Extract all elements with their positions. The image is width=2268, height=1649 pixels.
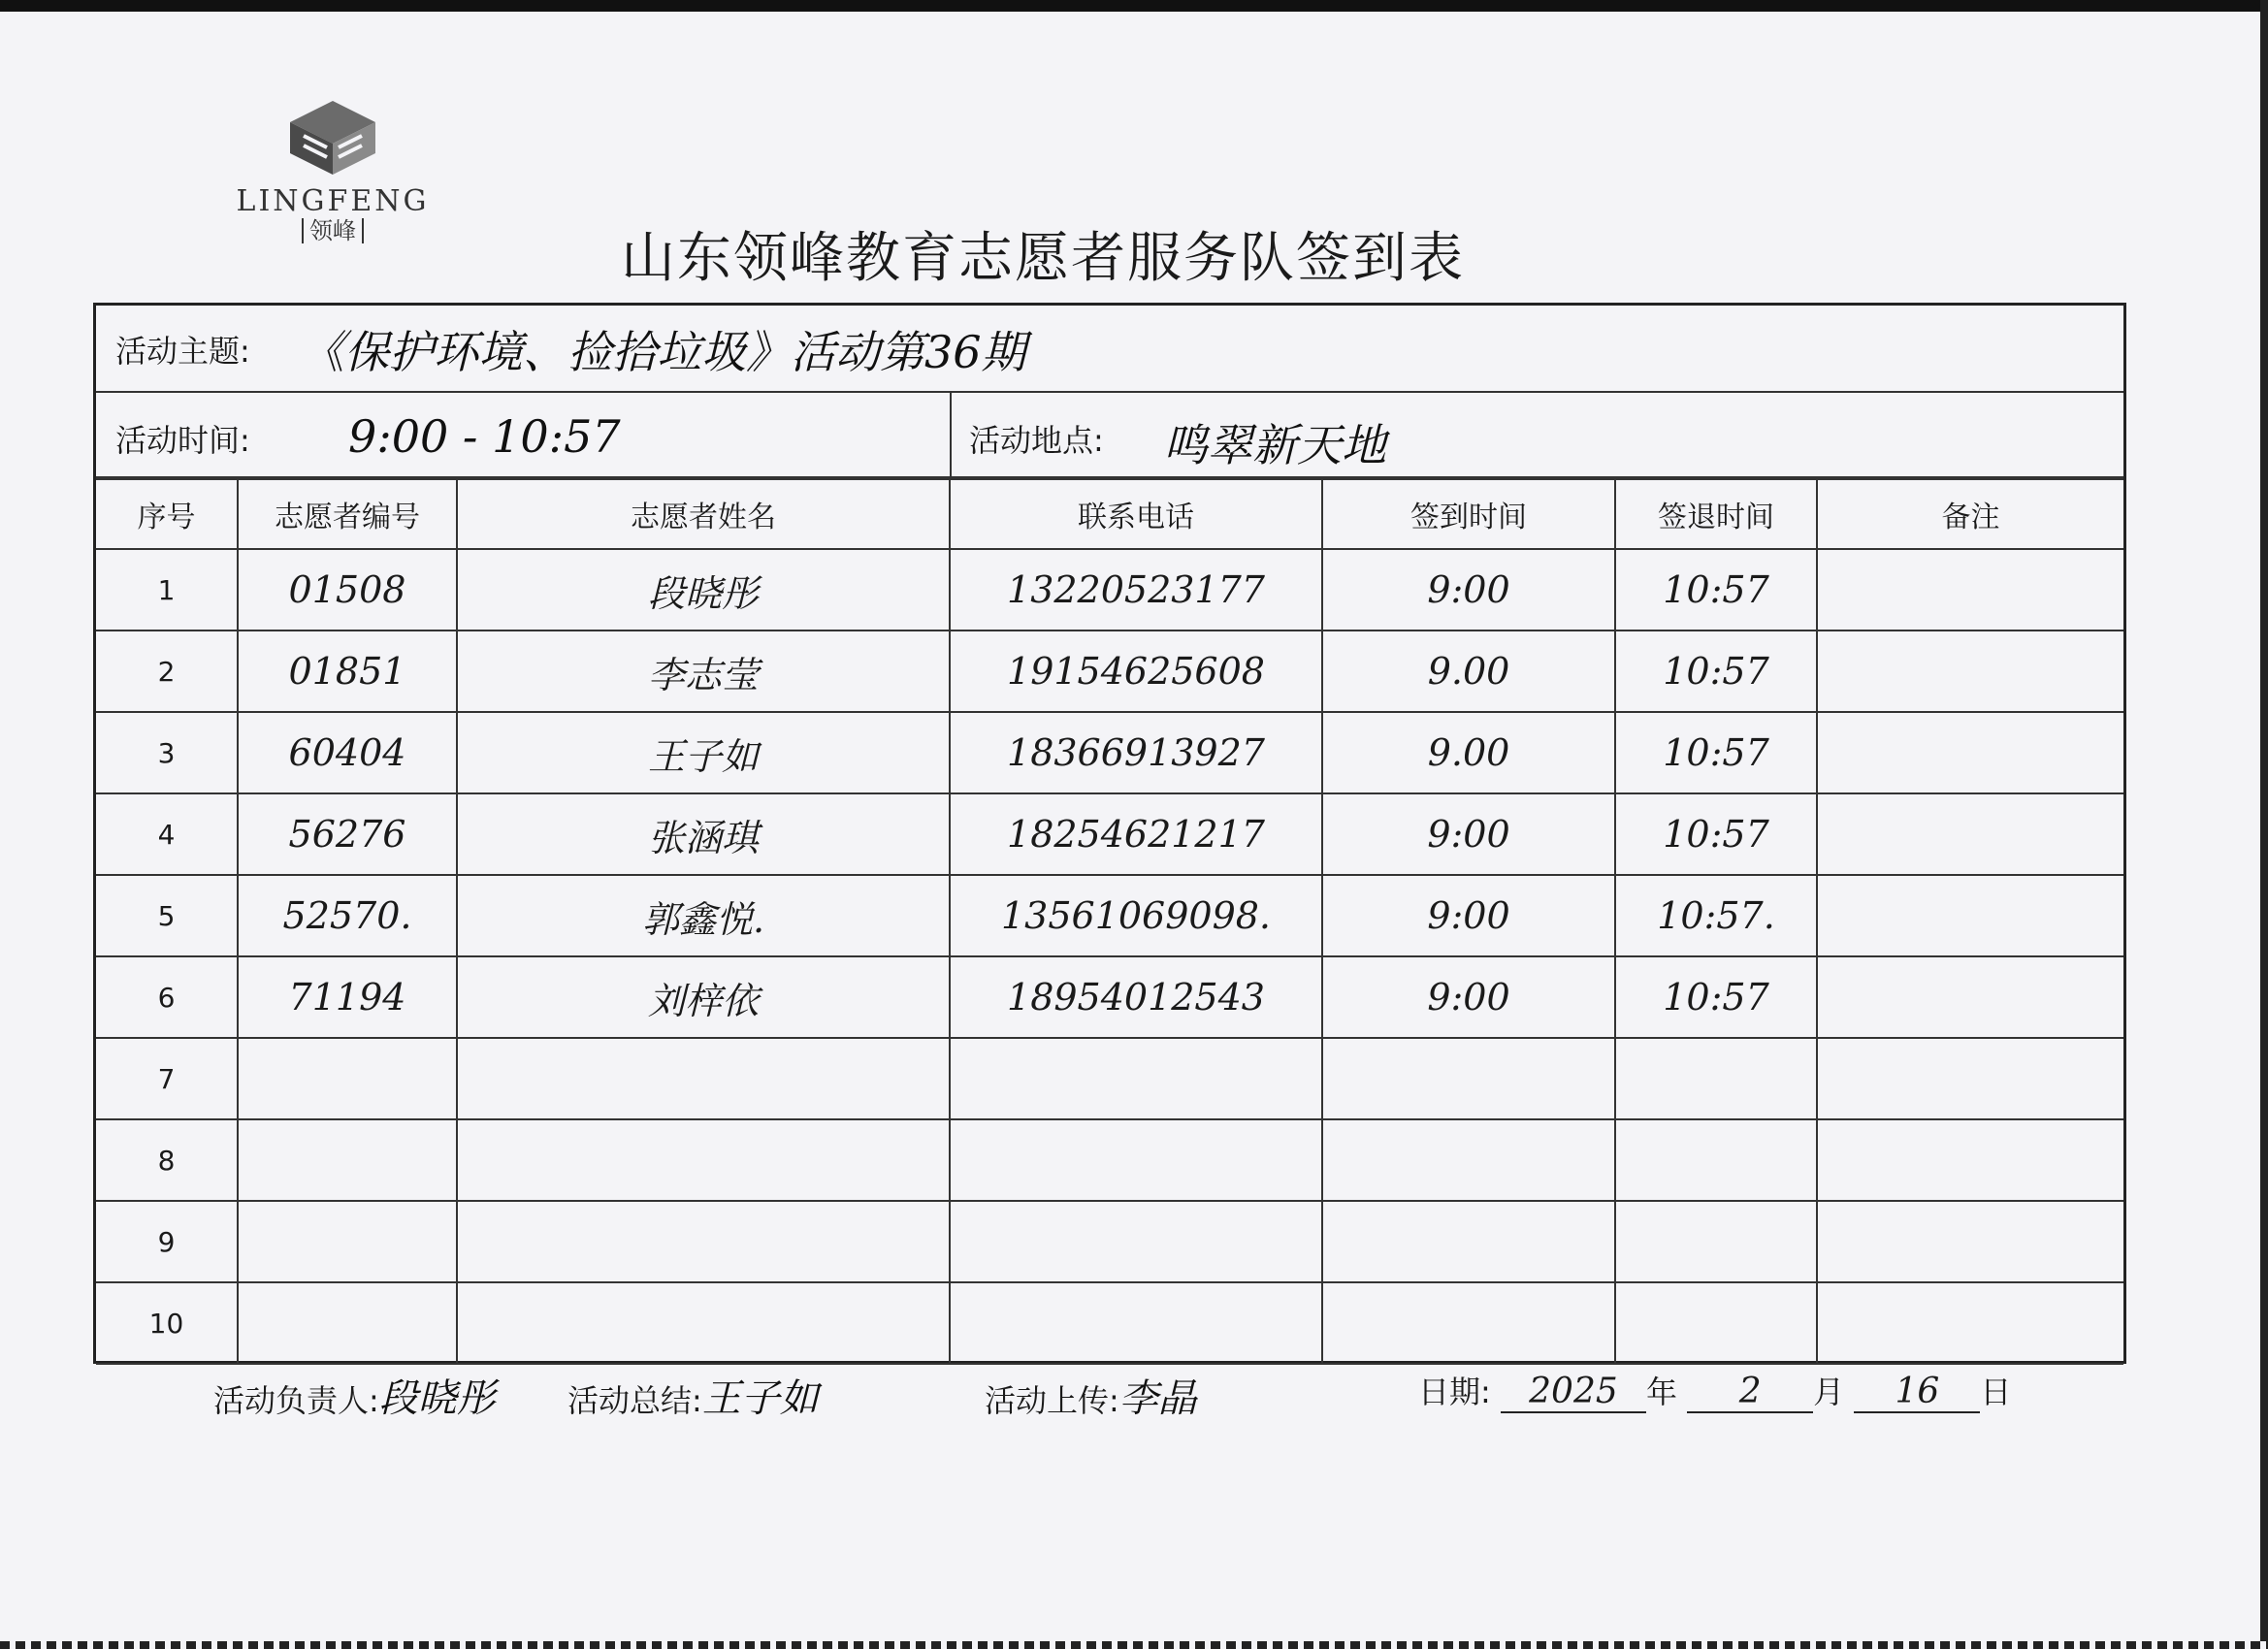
remarks-cell xyxy=(1817,549,2123,630)
date-day-unit: 日 xyxy=(1980,1374,2012,1410)
sign-out-time-cell: 10:57 xyxy=(1615,549,1817,630)
volunteer-id-cell xyxy=(238,1282,457,1364)
sign-in-time-cell: 9:00 xyxy=(1322,956,1615,1038)
volunteer-id-cell xyxy=(238,1038,457,1119)
remarks-cell xyxy=(1817,712,2123,793)
sign-out-time-cell: 10:57 xyxy=(1615,956,1817,1038)
table-row xyxy=(96,549,2123,630)
volunteer-name-cell: 段晓彤 xyxy=(457,549,950,630)
date-label: 日期: xyxy=(1418,1374,1491,1410)
scan-border-right xyxy=(2260,0,2268,1649)
date-month-unit: 月 xyxy=(1813,1374,1845,1410)
sign-in-time-cell xyxy=(1322,1038,1615,1119)
row-index-cell: 2 xyxy=(96,630,238,712)
phone-cell xyxy=(950,1038,1322,1119)
date-month: 2 xyxy=(1687,1372,1813,1413)
page-title: 山东领峰教育志愿者服务队签到表 xyxy=(621,227,1465,290)
remarks-cell xyxy=(1817,1282,2123,1364)
header-phone: 联系电话 xyxy=(950,479,1322,549)
row-index-cell: 5 xyxy=(96,875,238,956)
table-row xyxy=(96,875,2123,956)
volunteer-id-cell: 56276 xyxy=(238,793,457,875)
remarks-cell xyxy=(1817,630,2123,712)
remarks-cell xyxy=(1817,1201,2123,1282)
place-label: 活动地点: xyxy=(969,422,1104,459)
volunteer-name-cell xyxy=(457,1038,950,1119)
sign-in-time-cell: 9:00 xyxy=(1322,549,1615,630)
leader-field xyxy=(213,1368,496,1423)
time-place-row xyxy=(96,393,2123,478)
table-row xyxy=(96,1201,2123,1282)
sign-out-time-cell xyxy=(1615,1038,1817,1119)
row-index-cell: 8 xyxy=(96,1119,238,1201)
date-year-unit: 年 xyxy=(1645,1374,1677,1410)
volunteer-name-cell xyxy=(457,1201,950,1282)
phone-cell xyxy=(950,1201,1322,1282)
volunteer-id-cell: 52570. xyxy=(238,875,457,956)
phone-cell: 19154625608 xyxy=(950,630,1322,712)
table-row xyxy=(96,1282,2123,1364)
leader-label: 活动负责人: xyxy=(213,1382,379,1419)
header-sign-out-time: 签退时间 xyxy=(1615,479,1817,549)
phone-cell: 13561069098. xyxy=(950,875,1322,956)
header-index: 序号 xyxy=(96,479,238,549)
phone-cell: 18954012543 xyxy=(950,956,1322,1038)
volunteer-table xyxy=(96,478,2123,1365)
volunteer-name-cell: 李志莹 xyxy=(457,630,950,712)
time-label: 活动时间: xyxy=(115,422,250,459)
sign-out-time-cell: 10:57. xyxy=(1615,875,1817,956)
phone-cell xyxy=(950,1119,1322,1201)
volunteer-id-cell xyxy=(238,1201,457,1282)
volunteer-id-cell: 01508 xyxy=(238,549,457,630)
remarks-cell xyxy=(1817,956,2123,1038)
table-row xyxy=(96,630,2123,712)
leader-signature: 段晓彤 xyxy=(378,1376,496,1421)
topic-value: 《保护环境、捡拾垃圾》活动第36期 xyxy=(300,326,1026,378)
row-index-cell: 7 xyxy=(96,1038,238,1119)
row-index-cell: 4 xyxy=(96,793,238,875)
row-index-cell: 3 xyxy=(96,712,238,793)
summary-signature: 王子如 xyxy=(701,1376,819,1421)
phone-cell: 13220523177 xyxy=(950,549,1322,630)
table-row xyxy=(96,1038,2123,1119)
volunteer-id-cell xyxy=(238,1119,457,1201)
sign-out-time-cell: 10:57 xyxy=(1615,712,1817,793)
cube-logo-icon xyxy=(284,97,381,178)
sign-out-time-cell xyxy=(1615,1282,1817,1364)
row-index-cell: 10 xyxy=(96,1282,238,1364)
volunteer-id-cell: 01851 xyxy=(238,630,457,712)
date-year: 2025 xyxy=(1501,1372,1646,1413)
date-field xyxy=(1418,1368,2011,1413)
sign-in-time-cell xyxy=(1322,1201,1615,1282)
topic-label: 活动主题: xyxy=(115,333,250,370)
remarks-cell xyxy=(1817,875,2123,956)
upload-field xyxy=(985,1368,1197,1423)
scan-border-top xyxy=(0,0,2268,12)
summary-label: 活动总结: xyxy=(567,1382,702,1419)
volunteer-name-cell: 刘梓依 xyxy=(457,956,950,1038)
topic-row xyxy=(96,306,2123,393)
table-row xyxy=(96,712,2123,793)
phone-cell: 18254621217 xyxy=(950,793,1322,875)
sign-out-time-cell: 10:57 xyxy=(1615,630,1817,712)
row-index-cell: 1 xyxy=(96,549,238,630)
sign-in-time-cell: 9:00 xyxy=(1322,875,1615,956)
sign-in-time-cell xyxy=(1322,1119,1615,1201)
volunteer-name-cell xyxy=(457,1119,950,1201)
volunteer-name-cell: 王子如 xyxy=(457,712,950,793)
time-value: 9:00 - 10:57 xyxy=(348,410,621,463)
upload-signature: 李晶 xyxy=(1118,1376,1197,1421)
table-row xyxy=(96,793,2123,875)
table-row xyxy=(96,1119,2123,1201)
sign-out-time-cell: 10:57 xyxy=(1615,793,1817,875)
header-volunteer-name: 志愿者姓名 xyxy=(457,479,950,549)
sign-in-time-cell xyxy=(1322,1282,1615,1364)
logo-brand-en: LINGFENG xyxy=(236,184,430,218)
scan-border-bottom xyxy=(0,1641,2268,1649)
remarks-cell xyxy=(1817,1119,2123,1201)
volunteer-name-cell: 张涵琪 xyxy=(457,793,950,875)
remarks-cell xyxy=(1817,1038,2123,1119)
header-volunteer-id: 志愿者编号 xyxy=(238,479,457,549)
sign-in-time-cell: 9.00 xyxy=(1322,712,1615,793)
volunteer-name-cell xyxy=(457,1282,950,1364)
volunteer-id-cell: 71194 xyxy=(238,956,457,1038)
table-row xyxy=(96,956,2123,1038)
logo-brand-cn: 领峰 xyxy=(302,218,364,243)
header-sign-in-time: 签到时间 xyxy=(1322,479,1615,549)
place-value: 鸣翠新天地 xyxy=(1163,419,1386,471)
row-index-cell: 9 xyxy=(96,1201,238,1282)
sign-in-form xyxy=(93,303,2126,1364)
sign-in-time-cell: 9:00 xyxy=(1322,793,1615,875)
table-header-row xyxy=(96,479,2123,549)
lingfeng-logo xyxy=(221,97,444,243)
sign-in-time-cell: 9.00 xyxy=(1322,630,1615,712)
phone-cell xyxy=(950,1282,1322,1364)
header-remarks: 备注 xyxy=(1817,479,2123,549)
row-index-cell: 6 xyxy=(96,956,238,1038)
date-day: 16 xyxy=(1854,1372,1980,1413)
remarks-cell xyxy=(1817,793,2123,875)
phone-cell: 18366913927 xyxy=(950,712,1322,793)
sign-out-time-cell xyxy=(1615,1201,1817,1282)
upload-label: 活动上传: xyxy=(985,1382,1119,1419)
summary-field xyxy=(567,1368,819,1423)
volunteer-id-cell: 60404 xyxy=(238,712,457,793)
sign-out-time-cell xyxy=(1615,1119,1817,1201)
volunteer-name-cell: 郭鑫悦. xyxy=(457,875,950,956)
